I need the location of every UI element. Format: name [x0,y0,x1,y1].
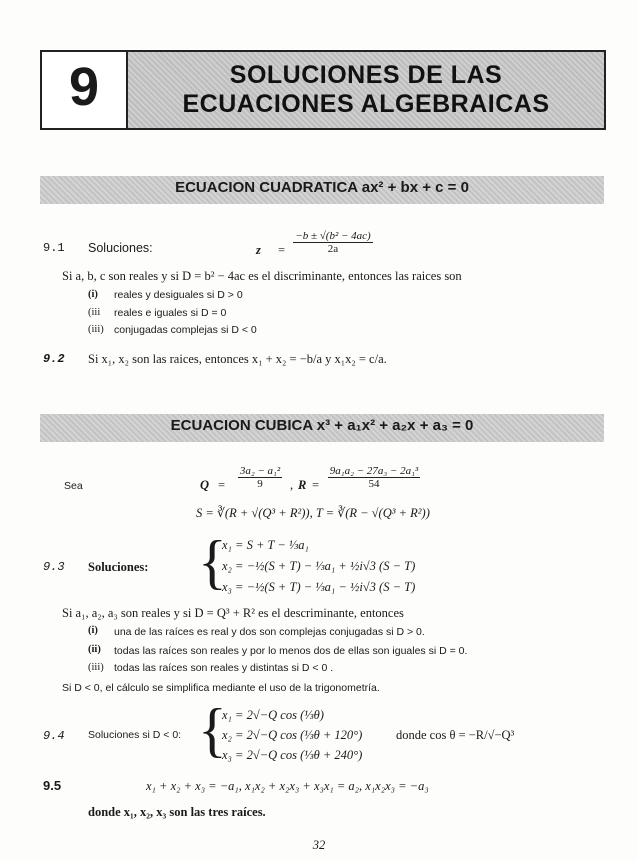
quadratic-numerator: −b ± √(b² − 4ac) [295,230,371,242]
case-text: todas las raíces son reales y por lo menos dos de ellas son iguales si D = 0. [114,645,468,657]
trig-note: Si D < 0, el cálculo se simplifica mediante el uso de la trigonometría. [62,682,380,694]
case-text: todas las raíces son reales y distintas si D < 0 . [114,662,334,674]
trig-root-2: x₂ = 2√−Q cos (⅓θ + 120°) [222,728,363,742]
section-heading-text: ECUACION CUADRATICA ax² + bx + c = 0 [175,179,469,196]
item-number: 9.3 [43,560,65,574]
page-number: 32 [312,838,326,852]
section-heading-text: ECUACION CUBICA x³ + a₁x² + a₂x + a₃ = 0 [170,417,474,434]
q-denominator: 9 [257,478,263,490]
item-number: 9.4 [43,729,65,743]
chapter-title-line1: SOLUCIONES DE LAS [229,61,503,89]
solutions-label: Soluciones: [88,241,153,255]
trig-root-3: x₃ = 2√−Q cos (⅓θ + 240°) [222,748,363,762]
r-definition [322,465,426,490]
cubic-root-3: x₃ = −½(S + T) − ⅓a₁ − ½i√3 (S − T) [222,580,416,594]
left-brace: { [198,697,227,763]
cubic-discriminant-intro: Si a₁, a₂, a₃ son reales y si D = Q³ + R² es el descriminante, entonces [62,606,404,620]
case-text: reales e iguales si D = 0 [114,307,227,319]
cubic-root-2: x₂ = −½(S + T) − ⅓a₁ + ½i√3 (S − T) [222,559,416,573]
s-t-definition: S = ∛(R + √(Q³ + R²)), T = ∛(R − √(Q³ + R²)) [196,506,430,520]
case-roman: (ii) [88,644,101,655]
case-roman: (i) [88,625,98,636]
item-number: 9.2 [43,352,65,366]
formula-equals: = [278,243,286,257]
chapter-title-band [128,52,604,128]
roots-footer: donde x₁, x₂, x₃ son las tres raíces. [88,805,266,819]
section-heading-quadratic [40,176,604,204]
sea-label: Sea [64,480,83,492]
case-roman: (iii) [88,662,104,673]
case-roman: (i) [88,289,98,300]
quadratic-intro: Si a, b, c son reales y si D = b² − 4ac es el discriminante, entonces las raices son [62,269,462,283]
chapter-title-line2: ECUACIONES ALGEBRAICAS [182,90,550,118]
q-numerator: 3a₂ − a₁² [239,465,281,477]
trig-root-1: x₁ = 2√−Q cos (⅓θ) [222,708,324,722]
formula-lhs: z [256,243,261,257]
chapter-number: 9 [68,57,100,117]
chapter-number-box [42,52,128,128]
section-heading-cubic [40,414,604,442]
chapter-header [40,50,606,130]
quadratic-denominator: 2a [327,243,339,255]
case-text: conjugadas complejas si D < 0 [114,324,257,336]
q-definition [232,465,288,490]
case-text: reales y desiguales si D > 0 [114,289,243,301]
left-brace: { [198,529,227,595]
r-denominator: 54 [368,478,380,490]
roots-relation: Si x₁, x₂ son las raices, entonces x₁ + x₂ = −b/a y x₁x₂ = c/a. [88,352,387,366]
r-lhs: R [298,478,307,492]
case-roman: (iii [88,307,101,318]
item-number: 9.5 [43,778,62,793]
q-lhs: Q [200,478,210,492]
quadratic-formula [292,230,374,255]
trig-solutions-label: Soluciones si D < 0: [88,729,182,741]
case-roman: (iii) [88,324,104,335]
cos-theta-definition: donde cos θ = −R/√−Q³ [396,728,515,742]
cubic-root-1: x₁ = S + T − ⅓a₁ [222,538,309,552]
solutions-label: Soluciones: [88,560,149,574]
item-number: 9.1 [43,241,65,255]
r-numerator: 9a₁a₂ − 27a₃ − 2a₁³ [329,465,419,477]
vieta-relations: x₁ + x₂ + x₃ = −a₁, x₁x₂ + x₂x₃ + x₃x₁ = a₂, x₁x₂x₃ = −a₃ [146,779,429,793]
case-text: una de las raíces es real y dos son complejas conjugadas si D > 0. [114,626,425,638]
